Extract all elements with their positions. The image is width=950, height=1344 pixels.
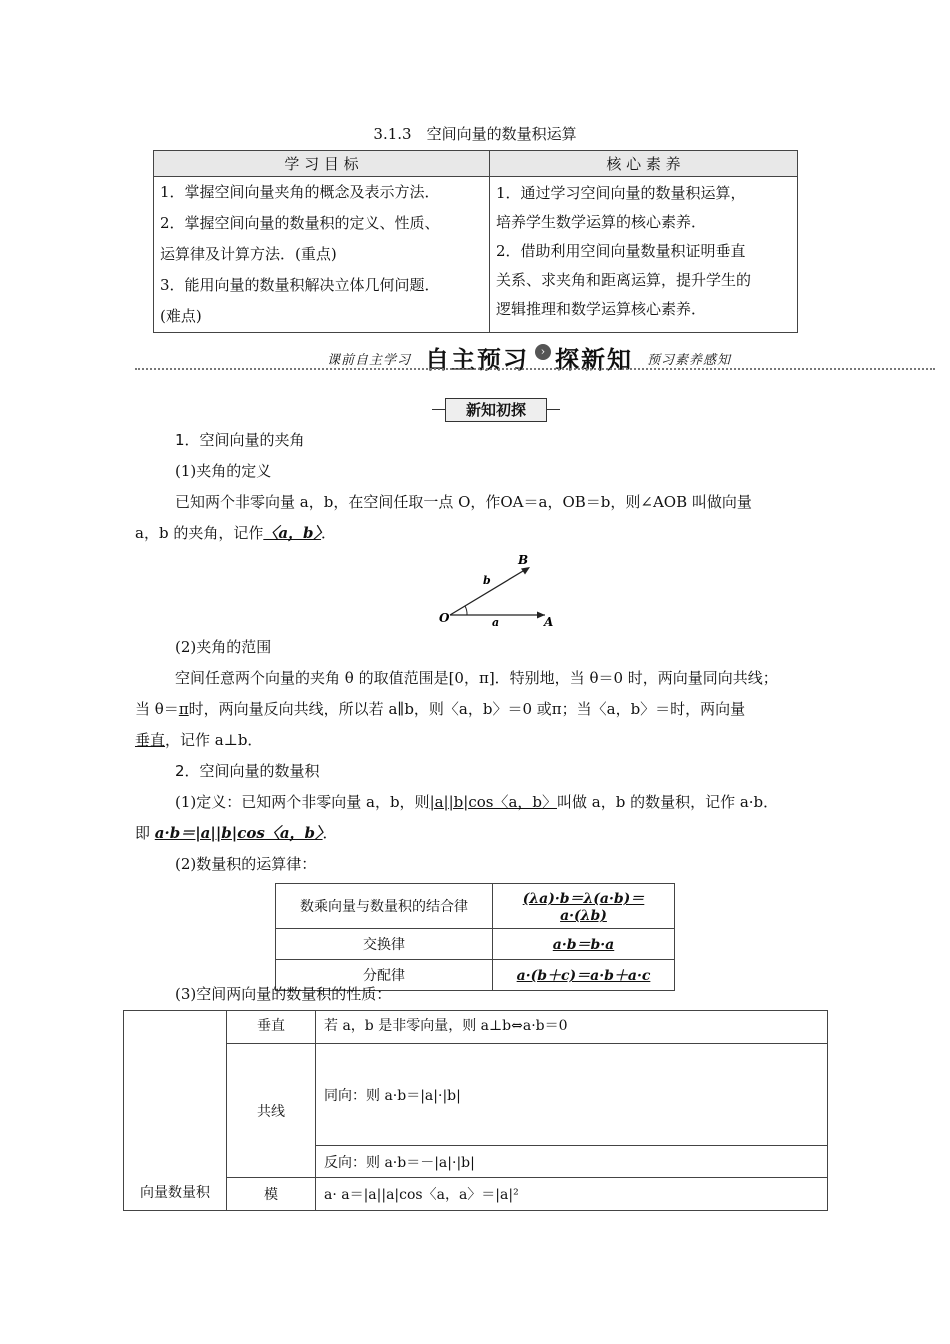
perp-label: 垂直 (227, 1011, 316, 1044)
label-b: b (483, 574, 491, 587)
dot-formula-blank2: a·b＝|a||b|cos〈a，b〉 (154, 824, 323, 842)
range-line1: 空间任意两个向量的夹角 θ 的取值范围是[0，π]．特别地，当 θ＝0 时，两向量同向共线； (175, 669, 778, 687)
pi-blank: π (178, 700, 189, 718)
section1 (135, 425, 825, 549)
arrow-circle-icon: › (535, 344, 551, 360)
label-O: O (439, 611, 450, 625)
modulus-text: a· a＝|a||a|cos〈a，a〉＝|a|² (316, 1178, 828, 1211)
law-name: 交换律 (276, 929, 493, 960)
goal-line: 2．掌握空间向量的数量积的定义、性质、 (160, 214, 440, 232)
law-formula: (λa)·b＝λ(a·b)＝a·(λb) (493, 884, 675, 929)
section1-sub2: (2)夹角的范围 (175, 638, 272, 656)
range-line3 (135, 725, 825, 756)
law-name: 数乘向量与数量积的结合律 (276, 884, 493, 929)
banner-divider (135, 368, 935, 370)
angle-definition-line1: 已知两个非零向量 a，b，在空间任取一点 O，作OA＝a，OB＝b，则∠AOB 叫做向量 (175, 493, 752, 511)
range-text: 时，两向量反向共线，所以若 a∥b，则〈a，b〉＝0 或π；当〈a，b〉＝时，两向量 (188, 700, 746, 718)
literacy-header: 核 心 素 养 (490, 151, 798, 177)
literacy-line: 逻辑推理和数学运算核心素养． (496, 300, 707, 318)
modulus-label: 模 (227, 1178, 316, 1211)
section-banner (135, 340, 935, 374)
banner-left-text: 课前自主学习 (327, 353, 412, 368)
banner-right-text: 预习素养感知 (647, 353, 732, 368)
goals-table (153, 150, 798, 333)
law-formula: a·(b＋c)＝a·b＋a·c (493, 960, 675, 991)
perpendicular-blank: 垂直 (135, 731, 166, 749)
goal-line: (难点) (160, 307, 202, 325)
opposite-direction-text: 反向：则 a·b＝－|a|·|b| (316, 1146, 828, 1178)
goal-line: 1．掌握空间向量夹角的概念及表示方法． (160, 183, 440, 201)
literacy-cell (490, 177, 798, 333)
banner-main-right: 探新知 (555, 345, 633, 374)
law-name: 分配律 (276, 960, 493, 991)
properties-row-header: 向量数量积 (124, 1011, 227, 1211)
section-title: 3.1.3 空间向量的数量积运算 (373, 125, 577, 143)
section2 (135, 756, 825, 880)
laws-table (275, 883, 675, 991)
box-rule-right (547, 409, 560, 410)
literacy-line: 1．通过学习空间向量的数量积运算， (496, 184, 746, 202)
law-formula: a·b＝b·a (493, 929, 675, 960)
def-text: (1)定义：已知两个非零向量 a，b，则 (175, 793, 430, 811)
box-rule-left (432, 409, 445, 410)
section2-sub3: (3)空间两向量的数量积的性质： (175, 985, 392, 1003)
banner-main-left: 自主预习 (425, 345, 529, 374)
def-text: 即 (135, 824, 155, 842)
dot-formula-blank: |a||b|cos〈a，b〉 (429, 793, 557, 811)
section1-heading: 1．空间向量的夹角 (175, 431, 305, 449)
goals-header: 学 习 目 标 (154, 151, 490, 177)
angle-notation-blank: 〈a，b〉 (263, 524, 322, 542)
def-period: ． (321, 524, 337, 542)
label-A: A (544, 615, 554, 629)
angle-definition-line2 (135, 518, 825, 549)
goals-cell (154, 177, 490, 333)
range-text: ，记作 a⊥b． (165, 731, 263, 749)
dot-definition-line1 (135, 787, 825, 818)
collinear-label: 共线 (227, 1044, 316, 1178)
def-period: ． (322, 824, 338, 842)
section2-heading: 2．空间向量的数量积 (175, 762, 320, 780)
range-line2 (135, 694, 825, 725)
literacy-line: 关系、求夹角和距离运算，提升学生的 (496, 271, 752, 289)
angle-figure (425, 550, 565, 630)
perp-text: 若 a，b 是非零向量，则 a⊥b⇔a·b＝0 (316, 1011, 828, 1044)
literacy-line: 2．借助利用空间向量数量积证明垂直 (496, 242, 746, 260)
goal-line: 3．能用向量的数量积解决立体几何问题． (160, 276, 440, 294)
same-direction-text: 同向：则 a·b＝|a|·|b| (316, 1044, 828, 1146)
label-B: B (518, 553, 529, 567)
section1-sub1: (1)夹角的定义 (175, 462, 272, 480)
label-a: a (492, 616, 500, 629)
section1-range (135, 632, 825, 756)
goal-line: 运算律及计算方法．(重点) (160, 245, 337, 263)
literacy-line: 培养学生数学运算的核心素养． (496, 213, 707, 231)
dot-definition-line2 (135, 818, 825, 849)
angle-arc (465, 606, 467, 615)
box-title: 新知初探 (445, 398, 547, 422)
properties-table (123, 1010, 828, 1211)
section2-sub2: (2)数量积的运算律： (175, 855, 317, 873)
def-text: 叫做 a，b 的数量积，记作 a·b． (557, 793, 779, 811)
range-text: 当 θ＝ (135, 700, 179, 718)
def-text: a，b 的夹角，记作 (135, 524, 264, 542)
